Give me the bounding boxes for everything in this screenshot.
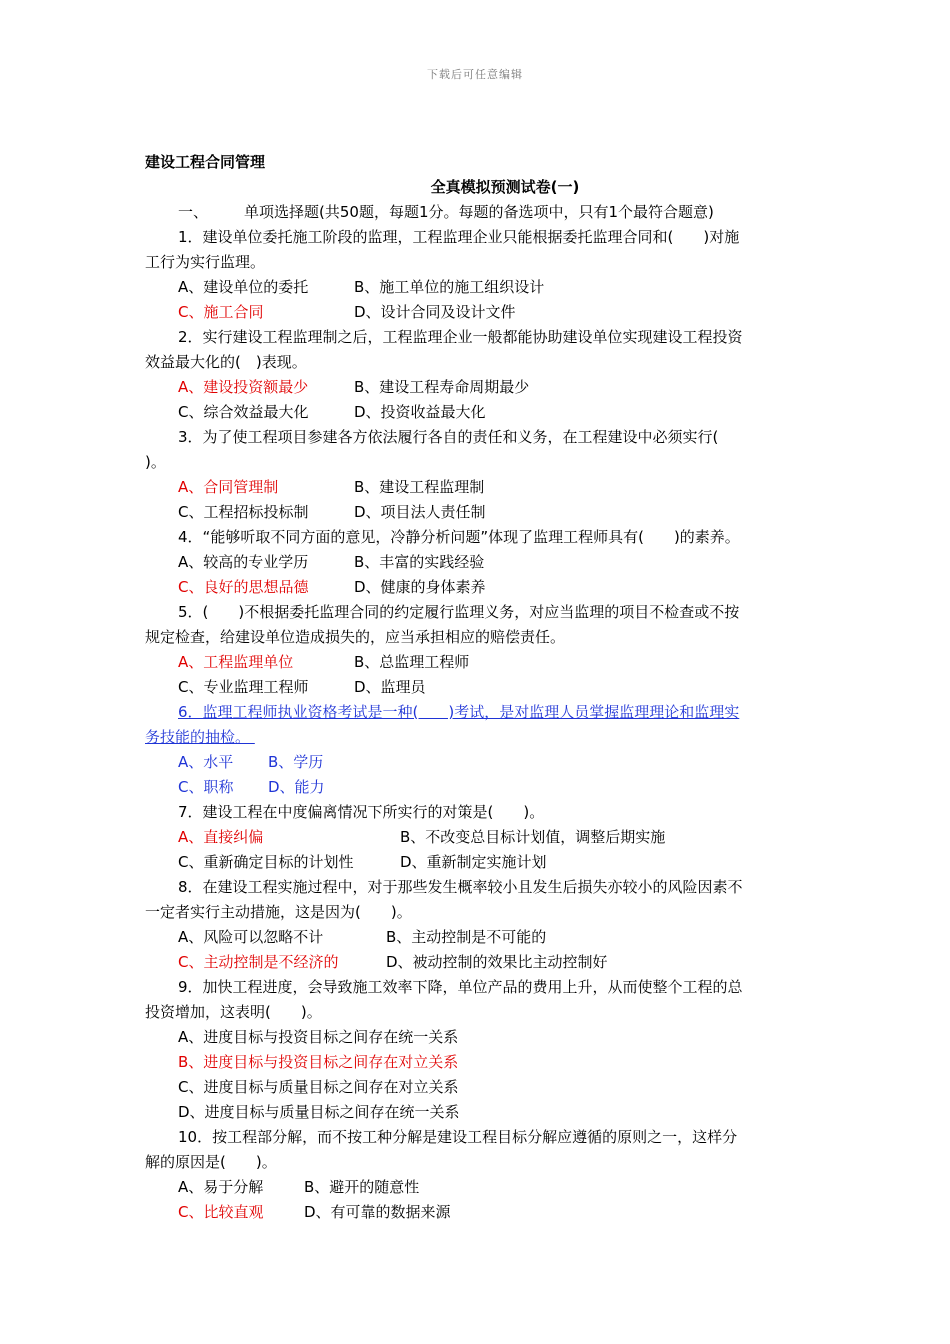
question-1-line-1: 1．建设单位委托施工阶段的监理，工程监理企业只能根据委托监理合同和( )对施 [178,228,740,246]
q10-option-c: C、比较直观 [178,1203,264,1221]
question-3-line-1: 3．为了使工程项目参建各方依法履行各自的责任和义务，在工程建设中必须实行( [178,428,719,446]
question-10-line-1: 10．按工程部分解，而不按工种分解是建设工程目标分解应遵循的原则之一，这样分 [178,1128,738,1146]
q6-option-c[interactable]: C、职称 [178,778,234,796]
q1-option-a: A、建设单位的委托 [178,278,309,296]
q10-option-d: D、有可靠的数据来源 [304,1203,451,1221]
section-text: 单项选择题(共50题，每题1分。每题的备选项中，只有1个最符合题意) [244,203,714,221]
question-8-line-1: 8．在建设工程实施过程中，对于那些发生概率较小且发生后损失亦较小的风险因素不 [178,878,743,896]
document-title: 建设工程合同管理 [145,153,266,171]
q4-option-d: D、健康的身体素养 [354,578,486,596]
question-9-line-2: 投资增加，这表明( )。 [145,1003,322,1021]
q5-option-a: A、工程监理单位 [178,653,294,671]
q8-option-d: D、被动控制的效果比主动控制好 [386,953,608,971]
question-7-line-1: 7．建设工程在中度偏离情况下所实行的对策是( )。 [178,803,545,821]
question-2-line-2: 效益最大化的( )表现。 [145,353,307,371]
q1-option-c: C、施工合同 [178,303,264,321]
question-2-line-1: 2．实行建设工程监理制之后，工程监理企业一般都能协助建设单位实现建设工程投资 [178,328,743,346]
q9-option-c: C、进度目标与质量目标之间存在对立关系 [178,1078,459,1096]
q9-option-a: A、进度目标与投资目标之间存在统一关系 [178,1028,459,1046]
q3-option-a: A、合同管理制 [178,478,279,496]
q7-option-b: B、不改变总目标计划值，调整后期实施 [400,828,666,846]
q2-option-c: C、综合效益最大化 [178,403,309,421]
q3-option-d: D、项目法人责任制 [354,503,486,521]
q7-option-c: C、重新确定目标的计划性 [178,853,354,871]
q6-option-d[interactable]: D、能力 [268,778,325,796]
q6-option-b[interactable]: B、学历 [268,753,324,771]
q8-option-c: C、主动控制是不经济的 [178,953,339,971]
question-4-line-1: 4．“能够听取不同方面的意见，冷静分析问题”体现了监理工程师具有( )的素养。 [178,528,740,546]
question-5-line-1: 5．( )不根据委托监理合同的约定履行监理义务，对应当监理的项目不检查或不按 [178,603,740,621]
q10-option-a: A、易于分解 [178,1178,264,1196]
question-list [145,200,815,1225]
q4-option-a: A、较高的专业学历 [178,553,309,571]
q2-option-b: B、建设工程寿命周期最少 [354,378,530,396]
question-6-line-2[interactable]: 务技能的抽检。 [145,728,251,746]
question-8-line-2: 一定者实行主动措施，这是因为( )。 [145,903,412,921]
q1-option-b: B、施工单位的施工组织设计 [354,278,545,296]
q3-option-c: C、工程招标投标制 [178,503,309,521]
q10-option-b: B、避开的随意性 [304,1178,420,1196]
q3-option-b: B、建设工程监理制 [354,478,485,496]
q7-option-a: A、直接纠偏 [178,828,264,846]
q8-option-a: A、风险可以忽略不计 [178,928,324,946]
section-heading [145,200,815,225]
q2-option-d: D、投资收益最大化 [354,403,486,421]
q7-option-d: D、重新制定实施计划 [400,853,547,871]
q5-option-b: B、总监理工程师 [354,653,470,671]
q1-option-d: D、设计合同及设计文件 [354,303,516,321]
exam-title: 全真模拟预测试卷(一) [430,178,580,196]
q4-option-b: B、丰富的实践经验 [354,553,485,571]
q2-option-a: A、建设投资额最少 [178,378,309,396]
section-number: 一、 [178,203,209,221]
q5-option-c: C、专业监理工程师 [178,678,309,696]
question-1-line-2: 工行为实行监理。 [145,253,266,271]
question-9-line-1: 9．加快工程进度，会导致施工效率下降，单位产品的费用上升，从而使整个工程的总 [178,978,743,996]
q8-option-b: B、主动控制是不可能的 [386,928,547,946]
q5-option-d: D、监理员 [354,678,426,696]
question-10-line-2: 解的原因是( )。 [145,1153,277,1171]
q9-option-d: D、进度目标与质量目标之间存在统一关系 [178,1103,460,1121]
q4-option-c: C、良好的思想品德 [178,578,309,596]
question-5-line-2: 规定检查，给建设单位造成损失的，应当承担相应的赔偿责任。 [145,628,566,646]
question-6-line-1[interactable]: 6．监理工程师执业资格考试是一种( )考试，是对监理人员掌握监理理论和监理实 [178,703,740,721]
question-3-line-2: )。 [145,453,166,471]
q9-option-b: B、进度目标与投资目标之间存在对立关系 [178,1053,459,1071]
q6-option-a[interactable]: A、水平 [178,753,234,771]
header-note: 下载后可任意编辑 [427,68,523,81]
